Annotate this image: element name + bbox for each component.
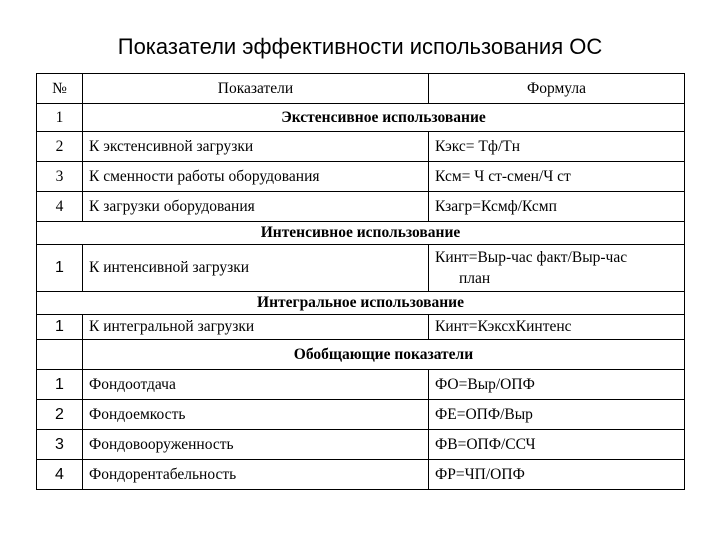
row-indicator: Фондорентабельность bbox=[83, 460, 429, 490]
indicators-table bbox=[36, 73, 685, 490]
row-formula-line2: план bbox=[459, 270, 491, 287]
section-row-integral bbox=[37, 292, 685, 315]
section-row-general bbox=[37, 340, 685, 370]
row-formula bbox=[429, 245, 685, 292]
row-formula: ФО=Выр/ОПФ bbox=[429, 370, 685, 400]
row-indicator: Фондоотдача bbox=[83, 370, 429, 400]
row-formula: Кэкс= Тф/Тн bbox=[429, 132, 685, 162]
table-row bbox=[37, 132, 685, 162]
row-indicator: Фондовооруженность bbox=[83, 430, 429, 460]
row-num: 1 bbox=[37, 245, 83, 292]
table-row bbox=[37, 430, 685, 460]
row-indicator: К интенсивной загрузки bbox=[83, 245, 429, 292]
row-num: 1 bbox=[37, 370, 83, 400]
table-row bbox=[37, 460, 685, 490]
page-title: Показатели эффективности использования ОС bbox=[117, 34, 603, 59]
table-row bbox=[37, 400, 685, 430]
table-row bbox=[37, 315, 685, 340]
header-indicator: Показатели bbox=[83, 74, 429, 104]
section-title: Интегральное использование bbox=[37, 292, 685, 315]
section-title: Интенсивное использование bbox=[37, 222, 685, 245]
table-row bbox=[37, 192, 685, 222]
row-num: 3 bbox=[37, 162, 83, 192]
empty-cell bbox=[37, 340, 83, 370]
table-row bbox=[37, 370, 685, 400]
row-num: 1 bbox=[37, 104, 83, 132]
row-indicator: Фондоемкость bbox=[83, 400, 429, 430]
row-num: 2 bbox=[37, 132, 83, 162]
row-indicator: К интегральной загрузки bbox=[83, 315, 429, 340]
section-title: Экстенсивное использование bbox=[83, 104, 685, 132]
row-formula: ФЕ=ОПФ/Выр bbox=[429, 400, 685, 430]
row-formula: Кзагр=Ксмф/Ксмп bbox=[429, 192, 685, 222]
table-header-row bbox=[37, 74, 685, 104]
row-indicator: К загрузки оборудования bbox=[83, 192, 429, 222]
section-row-extensive bbox=[37, 104, 685, 132]
row-indicator: К экстенсивной загрузки bbox=[83, 132, 429, 162]
section-title: Обобщающие показатели bbox=[83, 340, 685, 370]
row-indicator: К сменности работы оборудования bbox=[83, 162, 429, 192]
table-row bbox=[37, 245, 685, 292]
row-num: 4 bbox=[37, 192, 83, 222]
header-num: № bbox=[37, 74, 83, 104]
row-num: 4 bbox=[37, 460, 83, 490]
row-num: 3 bbox=[37, 430, 83, 460]
row-formula: Кинт=КэксхКинтенс bbox=[429, 315, 685, 340]
table-row bbox=[37, 162, 685, 192]
section-row-intensive bbox=[37, 222, 685, 245]
row-formula: ФР=ЧП/ОПФ bbox=[429, 460, 685, 490]
row-formula: Ксм= Ч ст-смен/Ч ст bbox=[429, 162, 685, 192]
header-formula: Формула bbox=[429, 74, 685, 104]
row-formula-line1: Кинт=Выр-час факт/Выр-час bbox=[435, 249, 628, 266]
row-formula: ФВ=ОПФ/ССЧ bbox=[429, 430, 685, 460]
row-num: 2 bbox=[37, 400, 83, 430]
row-num: 1 bbox=[37, 315, 83, 340]
